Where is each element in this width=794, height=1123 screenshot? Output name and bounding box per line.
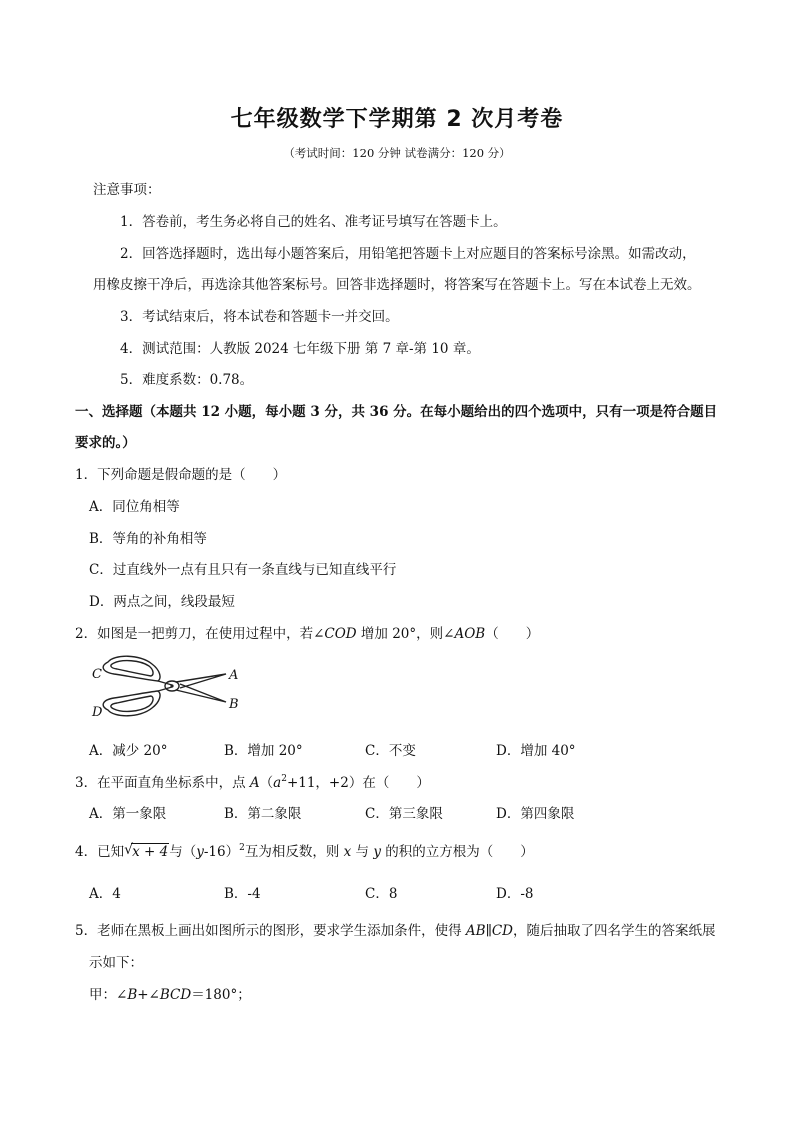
- q5-cd: CD: [491, 923, 513, 939]
- note-3: 3．考试结束后，将本试卷和答题卡一并交回。: [120, 309, 399, 325]
- q3-option-b: B．第二象限: [224, 806, 302, 822]
- q4-stem-mid2: -16）: [203, 844, 240, 860]
- q2-stem-pre: 2．如图是一把剪刀，在使用过程中，若∠: [75, 626, 325, 642]
- section-heading-line1: 一、选择题（本题共 12 小题，每小题 3 分，共 36 分。在每小题给出的四个选项中，只有一项是符合题目: [75, 404, 718, 420]
- q1-stem: 1．下列命题是假命题的是（ ）: [75, 467, 287, 483]
- q4-var-y2: y: [373, 844, 381, 860]
- lower-handle-inner: [111, 696, 153, 711]
- q4-option-a: A．4: [89, 886, 121, 902]
- q1-option-a: A．同位角相等: [89, 499, 180, 515]
- q2-stem: [75, 622, 539, 642]
- q2-option-b: B．增加 20°: [224, 743, 303, 759]
- q2-stem-mid: 增加 20°，则∠: [356, 626, 455, 642]
- note-5: 5．难度系数：0.78。: [120, 372, 254, 388]
- pivot-dot: [170, 684, 173, 687]
- label-a: A: [229, 668, 239, 683]
- section-heading-line2: 要求的。）: [75, 435, 136, 451]
- q3-point: A: [249, 775, 260, 791]
- q3-option-d: D．第四象限: [496, 806, 575, 822]
- q4-exponent: 2: [239, 843, 245, 853]
- q4-option-d: D．-8: [496, 886, 534, 902]
- q1-option-c: C．过直线外一点有且只有一条直线与已知直线平行: [89, 562, 397, 578]
- q4-stem-mid1: 与（: [169, 844, 197, 860]
- q5-line2: 示如下：: [89, 955, 143, 971]
- q5-line1: [75, 919, 715, 939]
- q5-ab: AB: [465, 923, 486, 939]
- q2-angle-cod: COD: [324, 626, 357, 642]
- label-b: B: [229, 697, 239, 712]
- radical-sign-icon: √: [124, 842, 134, 858]
- note-4: 4．测试范围：人教版 2024 七年级下册 第 7 章-第 10 章。: [120, 341, 480, 357]
- q2-option-a: A．减少 20°: [89, 743, 168, 759]
- q2-angle-aob: AOB: [454, 626, 486, 642]
- label-d: D: [92, 705, 103, 720]
- q5-angle-b: B: [127, 987, 138, 1003]
- notes-heading: 注意事项：: [93, 182, 161, 198]
- scissors-figure: [88, 650, 248, 722]
- note-1: 1．答卷前，考生务必将自己的姓名、准考证号填写在答题卡上。: [120, 214, 507, 230]
- q5-parallel-symbol: ∥: [485, 923, 492, 939]
- exam-info: （考试时间：120 分钟 试卷满分：120 分）: [283, 146, 511, 160]
- q2-stem-post: （ ）: [485, 626, 540, 642]
- q4-var-y: y: [196, 844, 204, 860]
- q3-stem-pre: 3．在平面直角坐标系中，点: [75, 775, 250, 791]
- q4-stem-mid4: 与: [351, 844, 374, 860]
- q5-line1-pre: 5．老师在黑板上画出如图所示的图形，要求学生添加条件，使得: [75, 923, 466, 939]
- q4-var-x: x: [343, 844, 352, 860]
- q3-stem-post: +11，+2）在（ ）: [286, 775, 430, 791]
- q5-line3-post: ＝180°；: [191, 987, 251, 1003]
- q4-stem: [75, 840, 534, 860]
- q3-var-a: a: [273, 775, 282, 791]
- q4-option-b: B．-4: [224, 886, 261, 902]
- q4-radicand: x + 4: [132, 844, 169, 860]
- q4-stem-pre: 4．已知: [75, 844, 125, 860]
- q1-option-b: B．等角的补角相等: [89, 531, 207, 547]
- q3-paren-open: （: [259, 775, 274, 791]
- q5-plus: +∠: [137, 987, 160, 1003]
- q3-option-c: C．第三象限: [365, 806, 443, 822]
- note-2a: 2．回答选择题时，选出每小题答案后，用铅笔把答题卡上对应题目的答案标号涂黑。如需改动，: [120, 246, 696, 262]
- q2-option-c: C．不变: [365, 743, 416, 759]
- upper-handle-inner: [111, 661, 153, 676]
- q5-line1-post: ，随后抽取了四名学生的答案纸展: [512, 923, 716, 939]
- page-title: 七年级数学下学期第 2 次月考卷: [230, 107, 564, 132]
- q3-option-a: A．第一象限: [89, 806, 167, 822]
- q5-line3: [89, 983, 251, 1003]
- q4-stem-post: 的积的立方根为（ ）: [380, 844, 534, 860]
- q1-option-d: D．两点之间，线段最短: [89, 594, 235, 610]
- label-c: C: [92, 667, 102, 682]
- q3-stem: [75, 771, 430, 791]
- sqrt-expression: [124, 844, 169, 860]
- q4-stem-mid3: 互为相反数，则: [244, 844, 344, 860]
- q3-exponent: 2: [281, 774, 287, 784]
- note-2b: 用橡皮擦干净后，再选涂其他答案标号。回答非选择题时，将答案写在答题卡上。写在本试卷上无效。: [93, 277, 701, 293]
- q5-line3-pre: 甲：∠: [89, 987, 128, 1003]
- q2-option-d: D．增加 40°: [496, 743, 576, 759]
- q5-angle-bcd: BCD: [159, 987, 192, 1003]
- q4-option-c: C．8: [365, 886, 398, 902]
